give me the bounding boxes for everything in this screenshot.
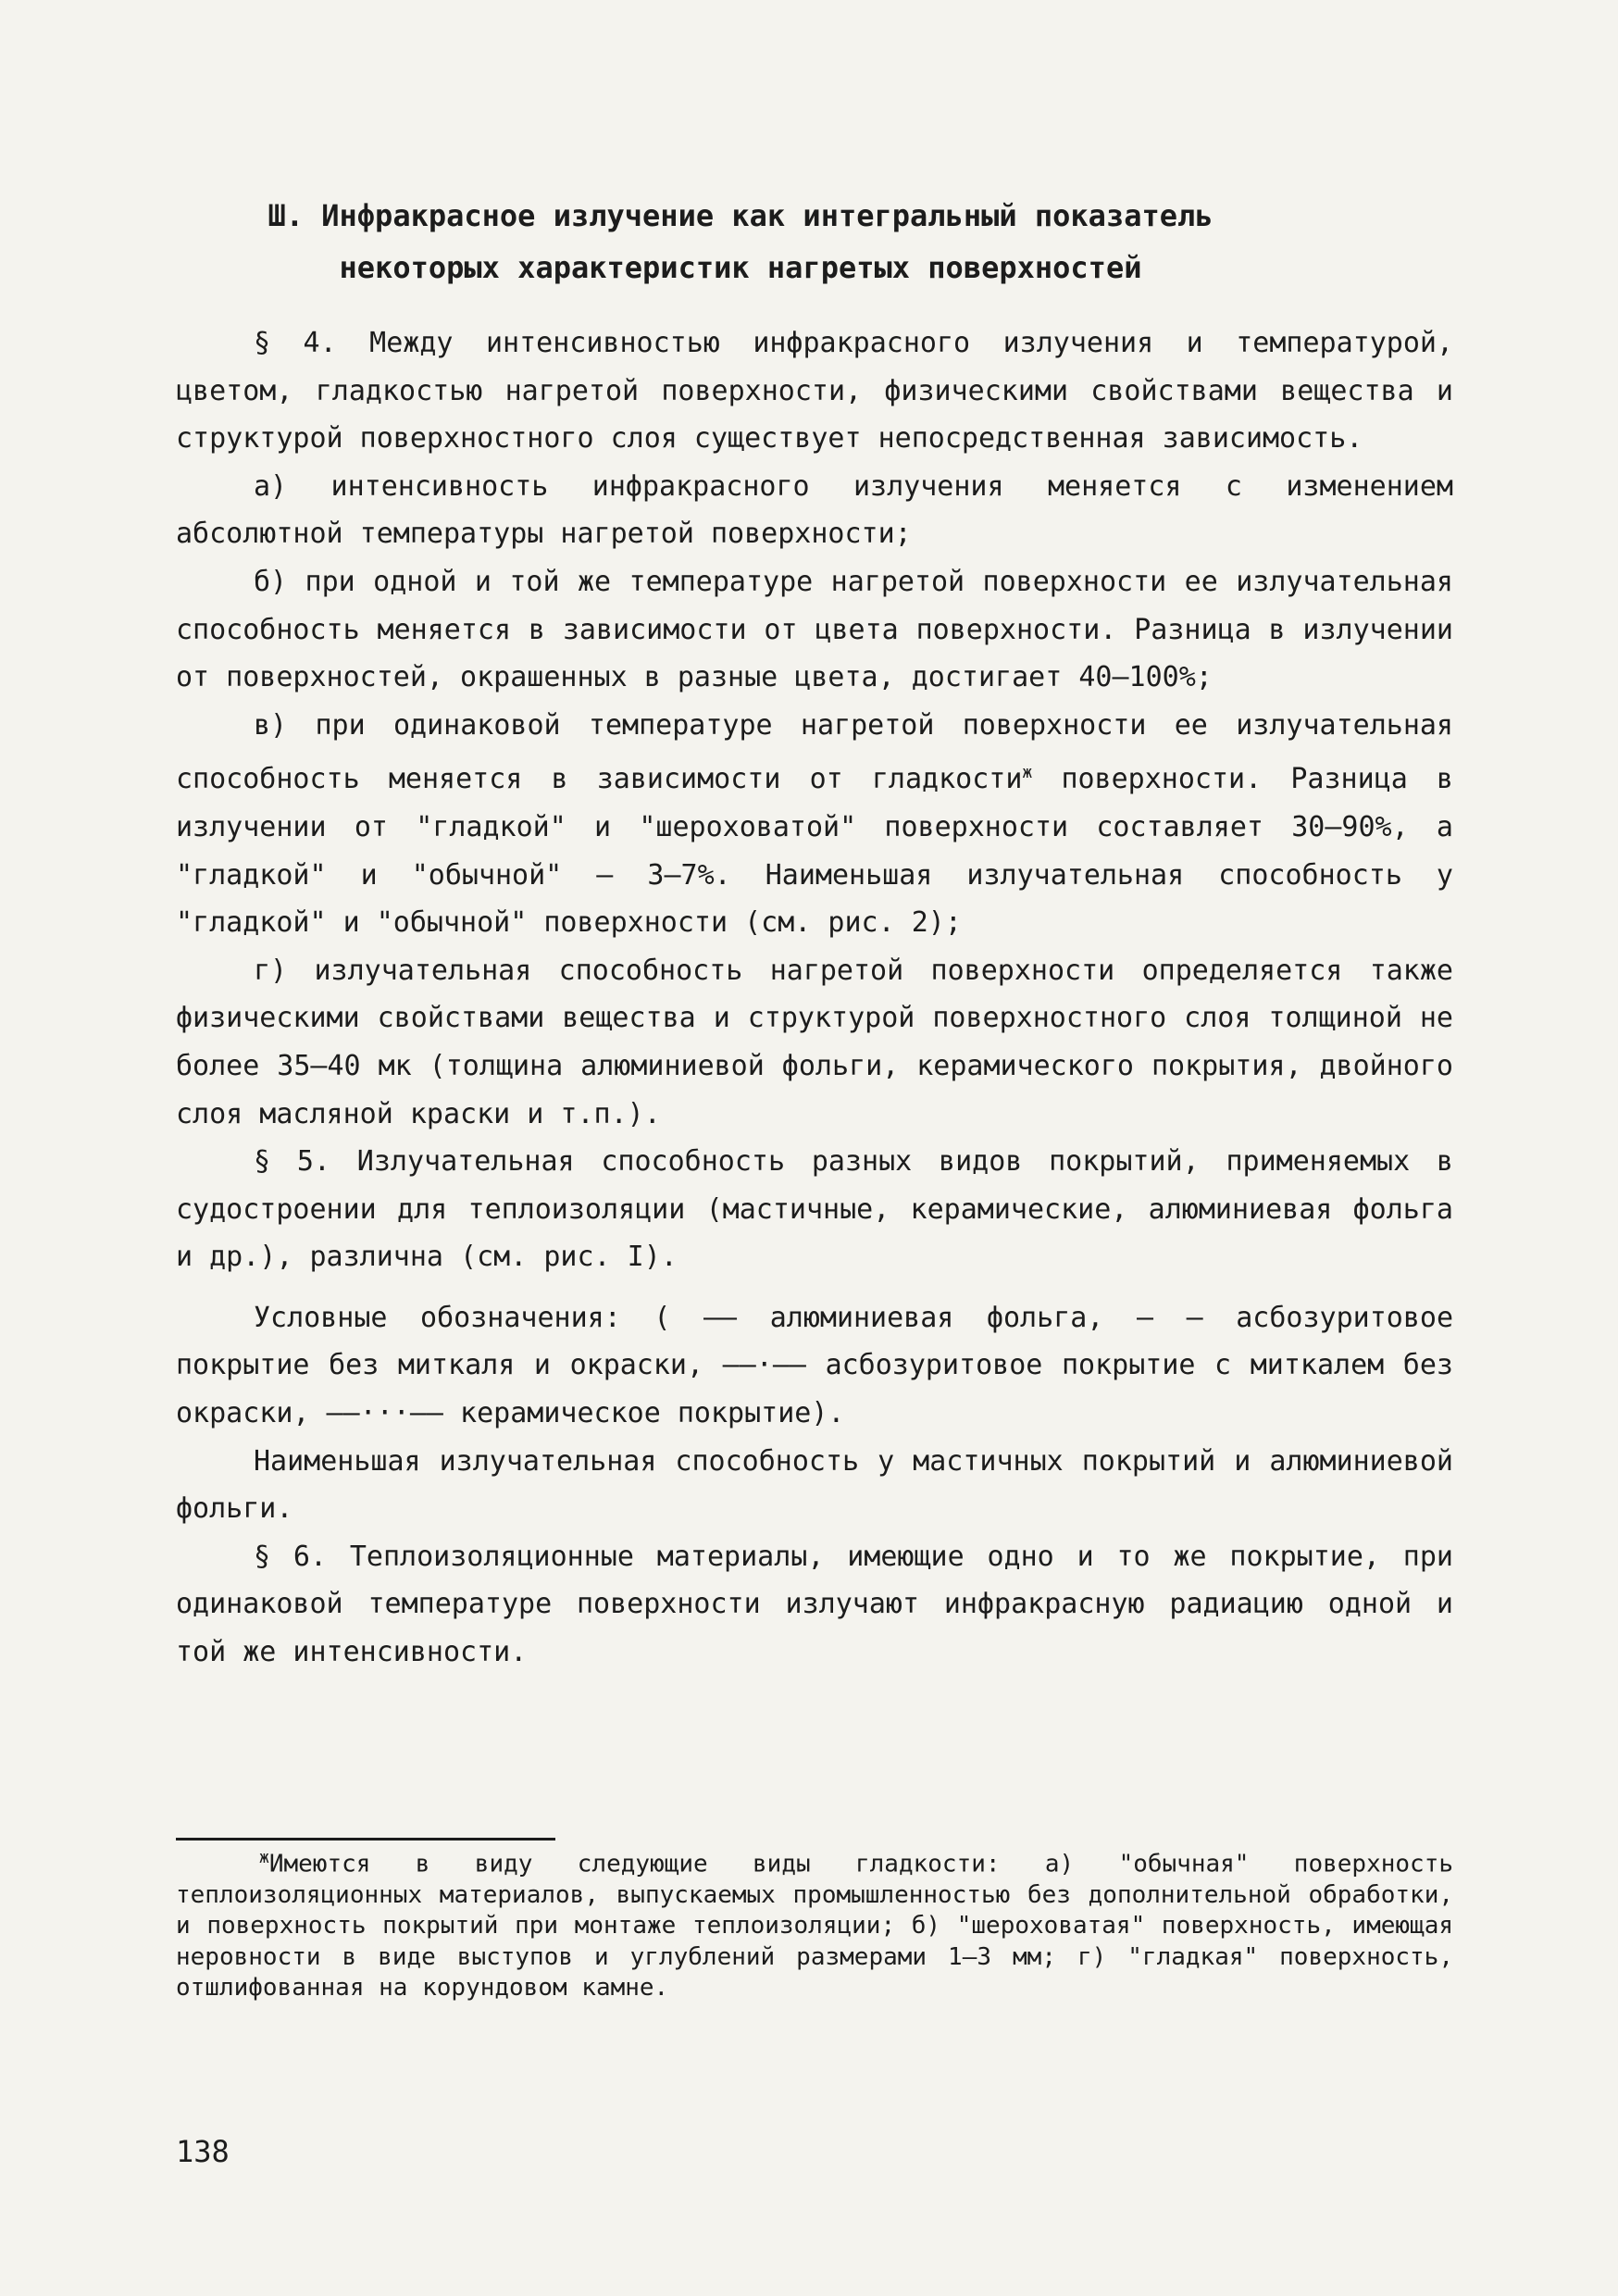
paragraph-6: § 6. Теплоизоляционные материалы, имеющие одно и то же покрытие, при одинаковой температуре поверхности излучают инфракрасную радиацию одной и той же интенсивности. [176,1540,1453,1669]
page-number: 138 [176,2134,230,2169]
item-v-continuation: поверхности. Разница в излучении от "гладкой" и "шероховатой" поверхности составляет 30–90%, а "гладкой" и "обычной" – 3–7%. Наименьшая излучательная способность у "гладкой" и "обычной" поверхности (см. рис. 2); [176,763,1453,940]
body-text [176,319,1453,1677]
footnote [176,1842,1453,2004]
footnote-marker: ж [1022,763,1033,783]
paragraph-4: § 4. Между интенсивностью инфракрасного излучения и температурой, цветом, гладкостью нагретой поверхности, физическими свойствами вещества и структурой поверхностного слоя существует непосредственная зависимость. [176,327,1453,455]
item-v-text: в) при одинаковой температуре нагретой поверхности ее излучательная способность меняется в зависимости от гладкости [176,708,1453,796]
legend-note: Условные обозначения: ( —— алюминиевая фольга, — — асбозуритовое покрытие без миткаля и окраски, ——·—— асбозуритовое покрытие с миткалем без окраски, ——···—— керамическое покрытие). [176,1301,1453,1430]
footnote-divider [176,1838,555,1841]
heading-line-2: некоторых характеристик нагретых поверхностей [339,250,1142,285]
item-a: а) интенсивность инфракрасного излучения меняется с изменением абсолютной температуры нагретой поверхности; [176,469,1453,551]
item-b: б) при одной и той же температуре нагретой поверхности ее излучательная способность меняется в зависимости от цвета поверхности. Разница в излучении от поверхностей, окрашенных в разные цвета, достигает 40–100%; [176,565,1453,694]
item-v [176,702,1453,947]
paragraph-5: § 5. Излучательная способность разных видов покрытий, применяемых в судостроении для теплоизоляции (мастичные, керамические, алюминиевая фольга и др.), различна (см. рис. I). [176,1145,1453,1274]
conclusion-note: Наименьшая излучательная способность у мастичных покрытий и алюминиевой фольги. [176,1444,1453,1526]
footnote-text: Имеются в виду следующие виды гладкости: а) "обычная" поверхность теплоизоляционных материалов, выпускаемых промышленностью без дополнительной обработки, и поверхность покрытий при монтаже теплоизоляции; б) "шероховатая" поверхность, имеющая неровности в виде выступов и углублений размерами 1–3 мм; г) "гладкая" поверхность, отшлифованная на корундовом камне. [176,1850,1453,2003]
heading-line-1: Ш. Инфракрасное излучение как интегральный показатель [268,198,1214,233]
item-g: г) излучательная способность нагретой поверхности определяется также физическими свойствами вещества и структурой поверхностного слоя толщиной не более 35–40 мк (толщина алюминиевой фольги, керамического покрытия, двойного слоя масляной краски и т.п.). [176,954,1453,1130]
footnote-marker-repeat: ж [259,1848,269,1867]
section-heading [148,190,1333,293]
